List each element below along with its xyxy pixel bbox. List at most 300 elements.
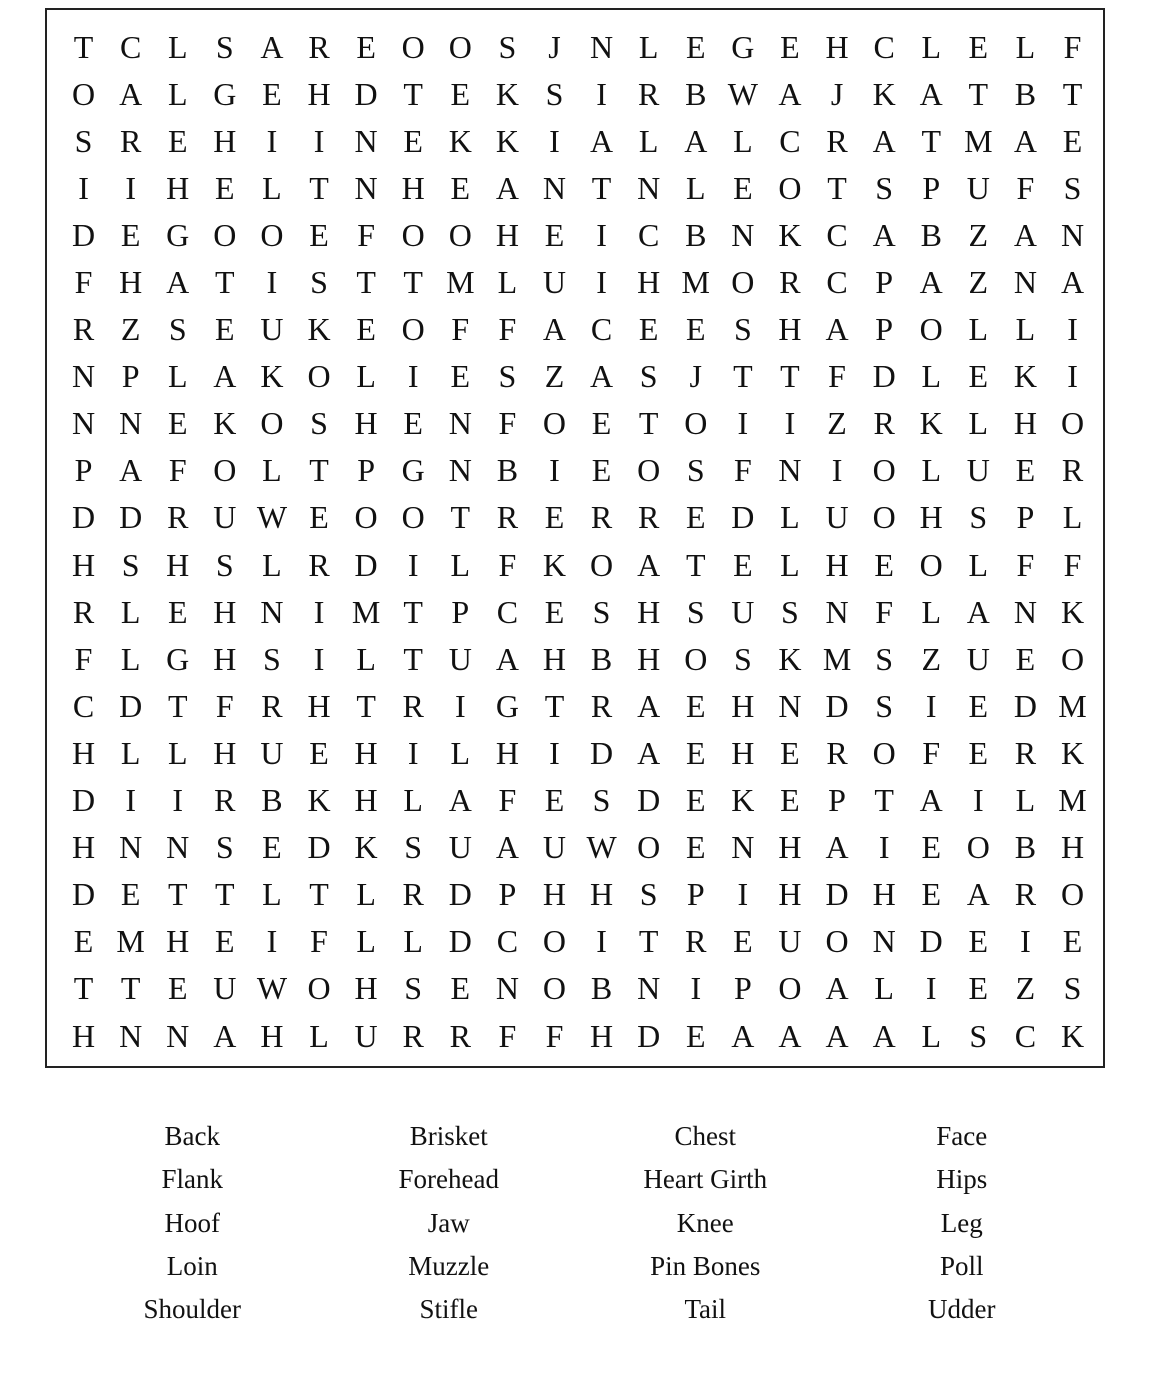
grid-cell[interactable]: O: [684, 640, 708, 677]
grid-cell[interactable]: I: [737, 405, 749, 442]
grid-cell[interactable]: S: [733, 640, 752, 677]
grid-cell[interactable]: L: [356, 358, 376, 395]
grid-cell[interactable]: C: [496, 593, 519, 630]
grid-cell[interactable]: A: [1013, 122, 1037, 159]
grid-cell[interactable]: E: [685, 1017, 706, 1054]
grid-cell[interactable]: T: [733, 358, 753, 395]
grid-cell[interactable]: S: [545, 75, 564, 112]
grid-cell[interactable]: I: [266, 264, 278, 301]
grid-cell[interactable]: O: [260, 405, 284, 442]
grid-cell[interactable]: O: [401, 499, 425, 536]
grid-cell[interactable]: A: [872, 1017, 896, 1054]
grid-cell[interactable]: L: [968, 405, 989, 442]
grid-cell[interactable]: E: [968, 28, 989, 65]
grid-cell[interactable]: K: [1060, 734, 1085, 771]
grid-cell[interactable]: T: [309, 876, 329, 913]
grid-cell[interactable]: O: [590, 546, 614, 583]
grid-cell[interactable]: A: [778, 1017, 802, 1054]
grid-cell[interactable]: G: [495, 687, 519, 724]
grid-cell[interactable]: E: [450, 970, 471, 1007]
grid-cell[interactable]: S: [639, 358, 658, 395]
grid-cell[interactable]: L: [1015, 311, 1036, 348]
grid-cell[interactable]: T: [403, 640, 423, 677]
grid-cell[interactable]: T: [403, 75, 423, 112]
grid-cell[interactable]: E: [450, 358, 471, 395]
grid-cell[interactable]: D: [119, 499, 143, 536]
grid-cell[interactable]: I: [266, 923, 278, 960]
grid-cell[interactable]: L: [120, 640, 141, 677]
grid-cell[interactable]: N: [119, 829, 143, 866]
grid-cell[interactable]: L: [450, 546, 471, 583]
grid-cell[interactable]: N: [119, 405, 143, 442]
grid-cell[interactable]: N: [1013, 593, 1037, 630]
grid-cell[interactable]: A: [495, 829, 519, 866]
grid-cell[interactable]: L: [638, 28, 659, 65]
grid-cell[interactable]: R: [496, 499, 519, 536]
grid-cell[interactable]: P: [1016, 499, 1035, 536]
grid-cell[interactable]: F: [451, 311, 470, 348]
grid-cell[interactable]: H: [637, 264, 661, 301]
grid-cell[interactable]: D: [825, 876, 849, 913]
grid-cell[interactable]: H: [71, 734, 96, 771]
grid-cell[interactable]: D: [919, 923, 943, 960]
grid-cell[interactable]: F: [828, 358, 846, 395]
grid-cell[interactable]: E: [120, 216, 141, 253]
grid-cell[interactable]: F: [498, 405, 517, 442]
grid-cell[interactable]: O: [213, 452, 237, 489]
grid-cell[interactable]: R: [590, 499, 613, 536]
grid-cell[interactable]: E: [968, 358, 989, 395]
grid-cell[interactable]: L: [685, 169, 706, 206]
grid-cell[interactable]: R: [873, 405, 895, 442]
grid-cell[interactable]: A: [590, 122, 614, 159]
grid-cell[interactable]: E: [1015, 452, 1036, 489]
grid-cell[interactable]: C: [119, 28, 142, 65]
grid-cell[interactable]: O: [448, 216, 472, 253]
grid-cell[interactable]: T: [921, 122, 941, 159]
grid-cell[interactable]: E: [638, 311, 659, 348]
grid-cell[interactable]: S: [215, 546, 234, 583]
grid-cell[interactable]: U: [966, 169, 990, 206]
grid-cell[interactable]: D: [872, 358, 896, 395]
grid-cell[interactable]: F: [1016, 546, 1035, 583]
grid-cell[interactable]: L: [262, 876, 282, 913]
grid-cell[interactable]: N: [166, 1017, 190, 1054]
grid-cell[interactable]: O: [919, 311, 943, 348]
grid-cell[interactable]: E: [167, 405, 188, 442]
grid-cell[interactable]: R: [1014, 734, 1037, 771]
grid-cell[interactable]: H: [71, 1017, 96, 1054]
grid-cell[interactable]: O: [71, 75, 96, 112]
grid-cell[interactable]: F: [498, 311, 517, 348]
grid-cell[interactable]: N: [71, 358, 96, 395]
grid-cell[interactable]: T: [591, 169, 612, 206]
grid-cell[interactable]: P: [498, 876, 517, 913]
grid-cell[interactable]: I: [549, 734, 560, 771]
grid-cell[interactable]: I: [313, 640, 325, 677]
grid-cell[interactable]: E: [450, 75, 471, 112]
grid-cell[interactable]: A: [872, 216, 896, 253]
grid-cell[interactable]: F: [74, 640, 93, 677]
grid-cell[interactable]: F: [1063, 546, 1082, 583]
grid-cell[interactable]: H: [542, 876, 567, 913]
grid-cell[interactable]: I: [407, 734, 419, 771]
grid-cell[interactable]: A: [966, 876, 990, 913]
grid-cell[interactable]: H: [542, 640, 567, 677]
grid-cell[interactable]: L: [309, 1017, 329, 1054]
grid-cell[interactable]: O: [919, 546, 943, 583]
grid-cell[interactable]: E: [685, 28, 706, 65]
grid-cell[interactable]: E: [356, 311, 376, 348]
grid-cell[interactable]: D: [590, 734, 614, 771]
grid-cell[interactable]: T: [450, 499, 471, 536]
grid-cell[interactable]: F: [215, 687, 234, 724]
grid-cell[interactable]: T: [638, 405, 659, 442]
grid-cell[interactable]: L: [167, 75, 188, 112]
grid-cell[interactable]: A: [637, 687, 661, 724]
grid-cell[interactable]: A: [825, 970, 849, 1007]
grid-cell[interactable]: K: [495, 122, 519, 159]
grid-cell[interactable]: O: [260, 216, 284, 253]
grid-cell[interactable]: E: [167, 122, 188, 159]
grid-cell[interactable]: N: [1060, 216, 1085, 253]
grid-cell[interactable]: D: [71, 876, 96, 913]
grid-cell[interactable]: T: [685, 546, 706, 583]
grid-cell[interactable]: I: [454, 687, 466, 724]
grid-cell[interactable]: S: [781, 593, 799, 630]
grid-cell[interactable]: S: [875, 169, 894, 206]
grid-cell[interactable]: K: [307, 311, 331, 348]
grid-cell[interactable]: Z: [921, 640, 941, 677]
grid-cell[interactable]: G: [166, 216, 190, 253]
grid-cell[interactable]: M: [681, 264, 710, 301]
grid-cell[interactable]: K: [778, 640, 802, 677]
grid-cell[interactable]: R: [449, 1017, 471, 1054]
grid-cell[interactable]: E: [780, 734, 800, 771]
grid-cell[interactable]: K: [448, 122, 472, 159]
grid-cell[interactable]: H: [1013, 405, 1037, 442]
grid-cell[interactable]: L: [262, 169, 282, 206]
grid-cell[interactable]: F: [74, 264, 93, 301]
grid-cell[interactable]: O: [778, 970, 802, 1007]
grid-cell[interactable]: F: [310, 923, 328, 960]
grid-cell[interactable]: K: [731, 782, 755, 819]
grid-cell[interactable]: I: [690, 970, 702, 1007]
grid-cell[interactable]: E: [1062, 122, 1083, 159]
grid-cell[interactable]: E: [968, 734, 989, 771]
grid-cell[interactable]: E: [309, 216, 329, 253]
grid-cell[interactable]: T: [638, 923, 659, 960]
grid-cell[interactable]: L: [921, 452, 941, 489]
grid-cell[interactable]: O: [401, 28, 425, 65]
grid-cell[interactable]: H: [401, 169, 425, 206]
grid-cell[interactable]: E: [685, 311, 706, 348]
grid-cell[interactable]: R: [779, 264, 801, 301]
grid-cell[interactable]: D: [354, 75, 378, 112]
grid-cell[interactable]: T: [827, 169, 847, 206]
grid-cell[interactable]: H: [354, 734, 378, 771]
grid-cell[interactable]: L: [356, 923, 376, 960]
grid-cell[interactable]: N: [637, 169, 661, 206]
grid-cell[interactable]: P: [121, 358, 140, 395]
grid-cell[interactable]: S: [263, 640, 281, 677]
grid-cell[interactable]: I: [596, 264, 607, 301]
grid-cell[interactable]: T: [874, 782, 894, 819]
grid-cell[interactable]: U: [354, 1017, 378, 1054]
grid-cell[interactable]: R: [119, 122, 142, 159]
grid-cell[interactable]: H: [307, 687, 331, 724]
grid-cell[interactable]: U: [966, 640, 990, 677]
grid-cell[interactable]: H: [825, 546, 849, 583]
grid-cell[interactable]: D: [1013, 687, 1037, 724]
grid-cell[interactable]: N: [260, 593, 284, 630]
grid-cell[interactable]: R: [638, 75, 660, 112]
grid-cell[interactable]: E: [685, 734, 706, 771]
grid-cell[interactable]: E: [544, 593, 565, 630]
grid-cell[interactable]: W: [727, 75, 758, 112]
grid-cell[interactable]: S: [310, 264, 328, 301]
grid-cell[interactable]: U: [260, 734, 284, 771]
grid-cell[interactable]: I: [737, 876, 749, 913]
grid-cell[interactable]: N: [542, 169, 567, 206]
grid-cell[interactable]: M: [1058, 782, 1087, 819]
grid-cell[interactable]: L: [450, 734, 471, 771]
grid-cell[interactable]: S: [310, 405, 328, 442]
grid-cell[interactable]: I: [878, 829, 890, 866]
grid-cell[interactable]: E: [215, 311, 235, 348]
grid-cell[interactable]: R: [1014, 876, 1037, 913]
grid-cell[interactable]: O: [637, 829, 661, 866]
grid-cell[interactable]: E: [685, 687, 706, 724]
grid-cell[interactable]: D: [731, 499, 755, 536]
grid-cell[interactable]: T: [403, 264, 423, 301]
grid-cell[interactable]: M: [446, 264, 475, 301]
grid-cell[interactable]: E: [73, 923, 94, 960]
grid-cell[interactable]: O: [684, 405, 708, 442]
grid-cell[interactable]: R: [590, 687, 613, 724]
grid-cell[interactable]: H: [166, 923, 190, 960]
grid-cell[interactable]: H: [213, 122, 237, 159]
grid-cell[interactable]: H: [260, 1017, 284, 1054]
grid-cell[interactable]: I: [831, 452, 843, 489]
grid-cell[interactable]: O: [778, 169, 802, 206]
grid-cell[interactable]: L: [921, 28, 941, 65]
grid-cell[interactable]: T: [167, 876, 188, 913]
grid-cell[interactable]: U: [778, 923, 802, 960]
grid-cell[interactable]: E: [262, 829, 282, 866]
grid-cell[interactable]: T: [544, 687, 565, 724]
grid-cell[interactable]: S: [404, 970, 423, 1007]
grid-cell[interactable]: G: [401, 452, 425, 489]
grid-cell[interactable]: I: [973, 782, 984, 819]
grid-cell[interactable]: N: [495, 970, 519, 1007]
grid-cell[interactable]: T: [968, 75, 989, 112]
grid-cell[interactable]: J: [689, 358, 702, 395]
grid-cell[interactable]: N: [354, 122, 378, 159]
grid-cell[interactable]: T: [73, 28, 94, 65]
grid-cell[interactable]: B: [1014, 75, 1037, 112]
grid-cell[interactable]: I: [784, 405, 796, 442]
grid-cell[interactable]: E: [685, 782, 706, 819]
grid-cell[interactable]: E: [544, 782, 565, 819]
grid-cell[interactable]: H: [778, 829, 802, 866]
grid-cell[interactable]: E: [450, 169, 471, 206]
grid-cell[interactable]: N: [448, 452, 472, 489]
grid-cell[interactable]: C: [779, 122, 801, 159]
grid-cell[interactable]: M: [351, 593, 381, 630]
grid-cell[interactable]: A: [119, 75, 143, 112]
grid-cell[interactable]: H: [731, 734, 755, 771]
grid-cell[interactable]: N: [166, 829, 190, 866]
grid-cell[interactable]: T: [73, 970, 94, 1007]
grid-cell[interactable]: R: [1061, 452, 1084, 489]
grid-cell[interactable]: E: [167, 970, 188, 1007]
grid-cell[interactable]: D: [119, 687, 143, 724]
grid-cell[interactable]: M: [116, 923, 145, 960]
grid-cell[interactable]: O: [872, 734, 896, 771]
grid-cell[interactable]: B: [590, 640, 613, 677]
grid-cell[interactable]: L: [733, 122, 753, 159]
grid-cell[interactable]: L: [780, 499, 800, 536]
grid-cell[interactable]: K: [778, 216, 802, 253]
grid-cell[interactable]: E: [968, 923, 989, 960]
grid-cell[interactable]: O: [1060, 405, 1085, 442]
grid-cell[interactable]: L: [262, 452, 282, 489]
grid-cell[interactable]: E: [733, 923, 753, 960]
grid-cell[interactable]: A: [919, 75, 943, 112]
grid-cell[interactable]: H: [213, 593, 237, 630]
grid-cell[interactable]: L: [1015, 28, 1036, 65]
grid-cell[interactable]: D: [825, 687, 849, 724]
grid-cell[interactable]: T: [167, 687, 188, 724]
grid-cell[interactable]: A: [684, 122, 708, 159]
grid-cell[interactable]: L: [167, 28, 188, 65]
grid-cell[interactable]: E: [685, 499, 706, 536]
grid-cell[interactable]: D: [448, 876, 472, 913]
grid-cell[interactable]: P: [828, 782, 846, 819]
grid-cell[interactable]: E: [309, 499, 329, 536]
grid-cell[interactable]: E: [544, 499, 565, 536]
grid-cell[interactable]: I: [1067, 358, 1078, 395]
grid-cell[interactable]: O: [307, 358, 331, 395]
grid-cell[interactable]: D: [71, 499, 96, 536]
grid-cell[interactable]: A: [731, 1017, 755, 1054]
grid-cell[interactable]: I: [313, 122, 325, 159]
grid-cell[interactable]: K: [919, 405, 943, 442]
grid-cell[interactable]: H: [1060, 829, 1085, 866]
grid-cell[interactable]: M: [1058, 687, 1087, 724]
grid-cell[interactable]: U: [825, 499, 849, 536]
grid-cell[interactable]: D: [448, 923, 472, 960]
grid-cell[interactable]: G: [731, 28, 755, 65]
grid-cell[interactable]: O: [1060, 876, 1085, 913]
grid-cell[interactable]: A: [448, 782, 472, 819]
grid-cell[interactable]: N: [448, 405, 472, 442]
grid-cell[interactable]: C: [72, 687, 95, 724]
grid-cell[interactable]: S: [592, 782, 611, 819]
grid-cell[interactable]: H: [119, 264, 143, 301]
grid-cell[interactable]: A: [919, 782, 943, 819]
grid-cell[interactable]: E: [120, 876, 141, 913]
grid-cell[interactable]: H: [354, 782, 378, 819]
grid-cell[interactable]: A: [260, 28, 284, 65]
grid-cell[interactable]: J: [830, 75, 844, 112]
grid-cell[interactable]: I: [125, 782, 136, 819]
grid-cell[interactable]: C: [638, 216, 660, 253]
grid-cell[interactable]: Z: [120, 311, 141, 348]
grid-cell[interactable]: G: [213, 75, 237, 112]
grid-cell[interactable]: H: [71, 829, 96, 866]
grid-cell[interactable]: N: [731, 216, 755, 253]
grid-cell[interactable]: E: [968, 970, 989, 1007]
grid-cell[interactable]: S: [1063, 970, 1082, 1007]
grid-cell[interactable]: L: [780, 546, 800, 583]
grid-cell[interactable]: N: [872, 923, 896, 960]
grid-cell[interactable]: I: [125, 169, 136, 206]
grid-cell[interactable]: L: [403, 782, 423, 819]
grid-cell[interactable]: R: [638, 499, 660, 536]
grid-cell[interactable]: W: [256, 499, 288, 536]
grid-cell[interactable]: E: [780, 28, 800, 65]
grid-cell[interactable]: S: [875, 640, 894, 677]
grid-cell[interactable]: N: [590, 28, 614, 65]
grid-cell[interactable]: R: [308, 546, 330, 583]
grid-cell[interactable]: L: [356, 640, 376, 677]
grid-cell[interactable]: N: [119, 1017, 143, 1054]
grid-cell[interactable]: K: [354, 829, 378, 866]
grid-cell[interactable]: N: [1013, 264, 1037, 301]
grid-cell[interactable]: O: [542, 405, 567, 442]
grid-cell[interactable]: I: [596, 216, 607, 253]
grid-cell[interactable]: S: [969, 1017, 988, 1054]
grid-cell[interactable]: S: [215, 28, 234, 65]
grid-cell[interactable]: L: [120, 593, 141, 630]
grid-cell[interactable]: I: [313, 593, 325, 630]
grid-cell[interactable]: L: [1015, 782, 1036, 819]
grid-cell[interactable]: F: [1063, 28, 1082, 65]
grid-cell[interactable]: K: [1060, 1017, 1085, 1054]
grid-cell[interactable]: E: [921, 876, 941, 913]
grid-cell[interactable]: C: [590, 311, 613, 348]
grid-cell[interactable]: S: [168, 311, 187, 348]
grid-cell[interactable]: R: [214, 782, 236, 819]
grid-cell[interactable]: O: [872, 499, 896, 536]
grid-cell[interactable]: E: [921, 829, 941, 866]
grid-cell[interactable]: Z: [544, 358, 565, 395]
grid-cell[interactable]: I: [407, 358, 419, 395]
grid-cell[interactable]: S: [686, 593, 705, 630]
grid-cell[interactable]: F: [498, 546, 517, 583]
grid-cell[interactable]: R: [402, 876, 424, 913]
grid-cell[interactable]: P: [875, 264, 894, 301]
grid-cell[interactable]: D: [637, 782, 661, 819]
grid-cell[interactable]: I: [925, 687, 937, 724]
grid-cell[interactable]: D: [354, 546, 378, 583]
grid-cell[interactable]: L: [167, 734, 188, 771]
grid-cell[interactable]: A: [1060, 264, 1085, 301]
grid-cell[interactable]: C: [873, 28, 895, 65]
grid-cell[interactable]: S: [498, 28, 517, 65]
grid-cell[interactable]: A: [542, 311, 567, 348]
grid-cell[interactable]: L: [403, 923, 423, 960]
grid-cell[interactable]: T: [309, 169, 329, 206]
grid-cell[interactable]: E: [780, 782, 800, 819]
grid-cell[interactable]: Z: [1015, 970, 1036, 1007]
grid-cell[interactable]: R: [685, 923, 707, 960]
grid-cell[interactable]: S: [733, 311, 752, 348]
grid-cell[interactable]: T: [356, 264, 376, 301]
grid-cell[interactable]: T: [780, 358, 800, 395]
